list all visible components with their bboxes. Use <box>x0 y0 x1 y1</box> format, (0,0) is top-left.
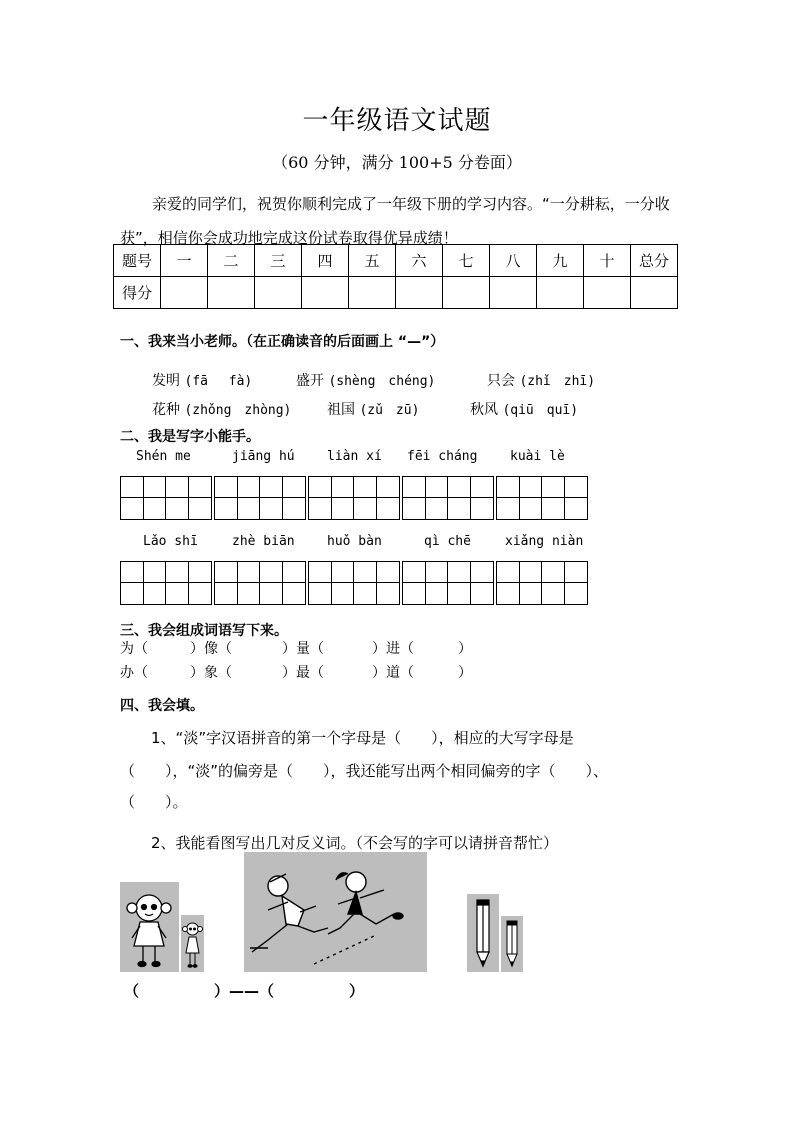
score-cell: 九 <box>537 245 584 277</box>
writing-box[interactable] <box>496 561 588 605</box>
blank-segment: 办（ <box>120 665 148 681</box>
section3-heading: 三、我会组成词语写下来。 <box>120 623 288 639</box>
score-cell: 题号 <box>114 245 161 277</box>
word: 祖国 <box>327 402 355 418</box>
section1-heading: 一、我来当小老师。（在正确读音的后面画上 “—”） <box>120 334 445 350</box>
pinyin-options: (zǔ zū) <box>359 403 420 418</box>
writing-box[interactable] <box>120 476 212 520</box>
running-children-picture <box>244 852 427 972</box>
writing-grid-row-2 <box>120 561 588 605</box>
word-blank-line-2 <box>120 662 472 682</box>
long-pencil-picture <box>467 894 499 972</box>
writing-grid-row-1 <box>120 476 588 520</box>
score-input-cell[interactable] <box>161 277 208 309</box>
blank-segment: ）像（ <box>190 641 232 657</box>
page-title: 一年级语文试题 <box>302 106 492 136</box>
score-input-cell[interactable] <box>631 277 678 309</box>
word: 花种 <box>152 402 180 418</box>
pinyin-label: fēi cháng <box>407 449 478 464</box>
score-cell: 总分 <box>631 245 678 277</box>
page-subtitle: （60 分钟，满分 100+5 分卷面） <box>272 153 522 172</box>
writing-box[interactable] <box>308 561 400 605</box>
pinyin-options: (zhǒng zhòng) <box>184 403 292 418</box>
word: 秋风 <box>470 402 498 418</box>
section1-item <box>152 370 252 390</box>
writing-box[interactable] <box>120 561 212 605</box>
score-cell: 十 <box>584 245 631 277</box>
q1-line-3: （ ）。 <box>120 793 188 811</box>
pinyin-label: kuài lè <box>510 449 565 464</box>
score-input-cell[interactable] <box>302 277 349 309</box>
pencil-icon <box>467 894 499 972</box>
score-input-cell[interactable] <box>443 277 490 309</box>
score-input-cell[interactable] <box>537 277 584 309</box>
score-input-cell[interactable] <box>255 277 302 309</box>
girl-figure-icon <box>120 882 179 972</box>
pinyin-options: (qiū quī) <box>502 403 579 418</box>
blank-segment: 为（ <box>120 641 148 657</box>
pinyin-label: zhè biān <box>232 534 295 549</box>
pencil-icon <box>501 916 523 972</box>
antonym-answer-line[interactable]: （ ）——（ ） <box>124 982 365 1000</box>
score-input-cell[interactable] <box>349 277 396 309</box>
score-cell: 三 <box>255 245 302 277</box>
writing-box[interactable] <box>214 561 306 605</box>
section2-heading: 二、我是写字小能手。 <box>120 429 260 445</box>
score-cell: 八 <box>490 245 537 277</box>
section1-item <box>152 399 291 419</box>
pinyin-label: xiǎng niàn <box>505 534 584 549</box>
word: 只会 <box>487 373 515 389</box>
intro-text: 亲爱的同学们，祝贺你顺利完成了一年级下册的学习内容。“一分耕耘，一分收获”，相信你会成功地完成这份试卷取得优异成绩！ <box>120 195 670 247</box>
section4-heading: 四、我会填。 <box>120 698 204 714</box>
girl-figure-icon <box>181 915 204 972</box>
big-girl-picture <box>120 882 179 972</box>
score-cell: 七 <box>443 245 490 277</box>
score-table <box>113 244 678 309</box>
section1-item <box>470 399 578 419</box>
section1-item <box>296 370 435 390</box>
writing-box[interactable] <box>214 476 306 520</box>
short-pencil-picture <box>501 916 523 972</box>
section1-item <box>487 370 595 390</box>
small-girl-picture <box>181 915 204 972</box>
word: 发明 <box>152 373 180 389</box>
blank-segment: ）量（ <box>282 641 324 657</box>
word: 盛开 <box>296 373 324 389</box>
score-input-cell[interactable] <box>396 277 443 309</box>
q1-line-2: （ ），“淡”的偏旁是（ ），我还能写出两个相同偏旁的字（ ）、 <box>120 762 609 780</box>
pinyin-label: huǒ bàn <box>327 534 382 549</box>
writing-box[interactable] <box>308 476 400 520</box>
score-table-score-row <box>114 277 678 309</box>
blank-segment: ）进（ <box>372 641 414 657</box>
section1-item <box>327 399 419 419</box>
q2-prompt: 2、我能看图写出几对反义词。（不会写的字可以请拼音帮忙） <box>151 834 559 852</box>
pinyin-label: jiāng hú <box>232 449 295 464</box>
word-blank-line-1 <box>120 638 472 658</box>
pinyin-label: qì chē <box>424 534 471 549</box>
pinyin-label: Shén me <box>136 449 191 464</box>
score-input-cell[interactable] <box>490 277 537 309</box>
score-cell: 四 <box>302 245 349 277</box>
writing-box[interactable] <box>496 476 588 520</box>
blank-segment: ）象（ <box>190 665 232 681</box>
writing-box[interactable] <box>402 561 494 605</box>
score-input-cell[interactable] <box>208 277 255 309</box>
blank-segment: ）道（ <box>372 665 414 681</box>
score-cell: 五 <box>349 245 396 277</box>
blank-segment: ）最（ <box>282 665 324 681</box>
score-cell: 六 <box>396 245 443 277</box>
score-cell: 得分 <box>114 277 161 309</box>
score-cell: 二 <box>208 245 255 277</box>
blank-segment: ） <box>458 641 472 657</box>
score-cell: 一 <box>161 245 208 277</box>
writing-box[interactable] <box>402 476 494 520</box>
pinyin-options: (zhǐ zhī) <box>519 374 596 389</box>
q1-line-1: 1、“淡”字汉语拼音的第一个字母是（ ），相应的大写字母是 <box>151 729 574 747</box>
pinyin-label: liàn xí <box>327 449 382 464</box>
running-children-icon <box>244 852 427 972</box>
pinyin-options: (shèng chéng) <box>328 374 436 389</box>
pinyin-label: Lǎo shī <box>143 534 198 549</box>
pinyin-options: (fā fà) <box>184 374 253 389</box>
score-input-cell[interactable] <box>584 277 631 309</box>
blank-segment: ） <box>458 665 472 681</box>
score-table-header-row <box>114 245 678 277</box>
